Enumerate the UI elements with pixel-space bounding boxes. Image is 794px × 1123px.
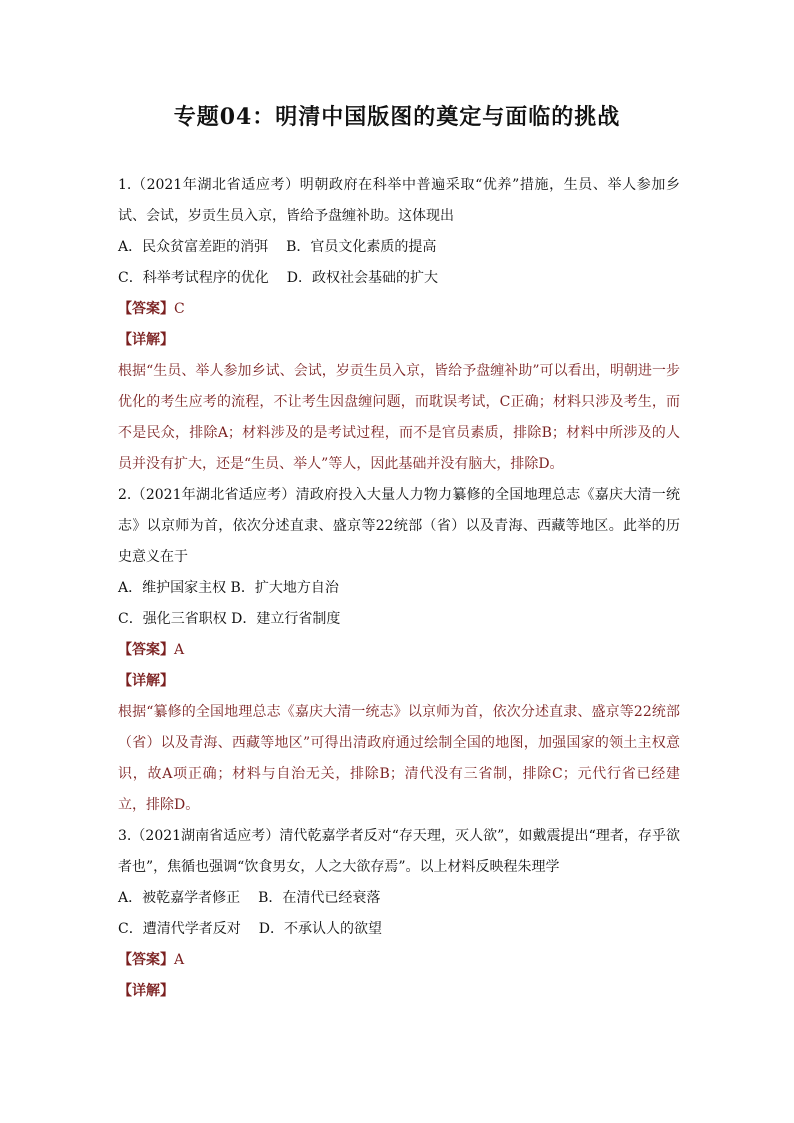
answer-label: 【答案】 [118, 642, 174, 658]
question-3-detail-heading: 【详解】 [118, 983, 174, 999]
question-3-option-b: B．在清代已经衰落 [258, 890, 381, 906]
question-1-options-row-1 [118, 232, 680, 263]
question-2-options-row-1: A．维护国家主权 B．扩大地方自治 [118, 580, 339, 596]
answer-label: 【答案】 [118, 301, 174, 317]
answer-value: C [174, 301, 185, 317]
question-2-detail: 根据“纂修的全国地理总志《嘉庆大清一统志》以京师为首，依次分述直隶、盛京等22统部（省）以及青海、西藏等地区”可得出清政府通过绘制全国的地图，加强国家的领土主权意识，故A项正确；材料与自治无关，排除B；清代没有三省制，排除C；元代行省已经建立，排除D。 [118, 704, 680, 813]
question-1-option-d: D．政权社会基础的扩大 [286, 270, 438, 286]
question-1-option-a: A．民众贫富差距的消弭 [118, 239, 269, 255]
question-1-detail: 根据“生员、举人参加乡试、会试，岁贡生员入京，皆给予盘缠补助”可以看出，明朝进一步优化的考生应考的流程，不让考生因盘缠问题，而耽误考试，C正确；材料只涉及考生，而不是民众，排除A；材料涉及的是考试过程，而不是官员素质，排除B；材料中所涉及的人员并没有扩大，还是“生员、举人”等人，因此基础并没有脑大，排除D。 [118, 363, 680, 472]
question-1-options-row-2 [118, 263, 680, 294]
question-3 [118, 821, 680, 1007]
question-3-options-row-2 [118, 914, 680, 945]
question-3-option-d: D．不承认人的欲望 [258, 921, 382, 937]
question-3-option-a: A．被乾嘉学者修正 [118, 890, 241, 906]
question-3-answer [118, 945, 680, 976]
question-3-options-row-1 [118, 883, 680, 914]
page-title: 专题04：明清中国版图的奠定与面临的挑战 [173, 104, 621, 130]
question-1-option-b: B．官员文化素质的提高 [286, 239, 437, 255]
question-2-stem: 2.（2021年湖北省适应考）清政府投入大量人力物力纂修的全国地理总志《嘉庆大清一统志》以京师为首，依次分述直隶、盛京等22统部（省）以及青海、西藏等地区。此举的历史意义在于 [118, 487, 680, 565]
answer-label: 【答案】 [118, 952, 174, 968]
document-body [118, 170, 680, 1007]
question-2-options-row-2: C．强化三省职权 D．建立行省制度 [118, 611, 341, 627]
question-1-option-c: C．科举考试程序的优化 [118, 270, 269, 286]
question-1-answer [118, 294, 680, 325]
question-2-detail-heading: 【详解】 [118, 673, 174, 689]
question-1-detail-heading: 【详解】 [118, 332, 174, 348]
question-3-stem: 3.（2021湖南省适应考）清代乾嘉学者反对“存天理，灭人欲”，如戴震提出“理者，存乎欲者也”，焦循也强调“饮食男女，人之大欲存焉”。以上材料反映程朱理学 [118, 828, 680, 875]
question-2 [118, 480, 680, 821]
question-2-answer [118, 635, 680, 666]
question-1 [118, 170, 680, 480]
answer-value: A [174, 642, 185, 658]
question-1-stem: 1.（2021年湖北省适应考）明朝政府在科举中普遍采取“优养”措施，生员、举人参加乡试、会试，岁贡生员入京，皆给予盘缠补助。这体现出 [118, 177, 680, 224]
question-3-option-c: C．遭清代学者反对 [118, 921, 241, 937]
answer-value: A [174, 952, 185, 968]
